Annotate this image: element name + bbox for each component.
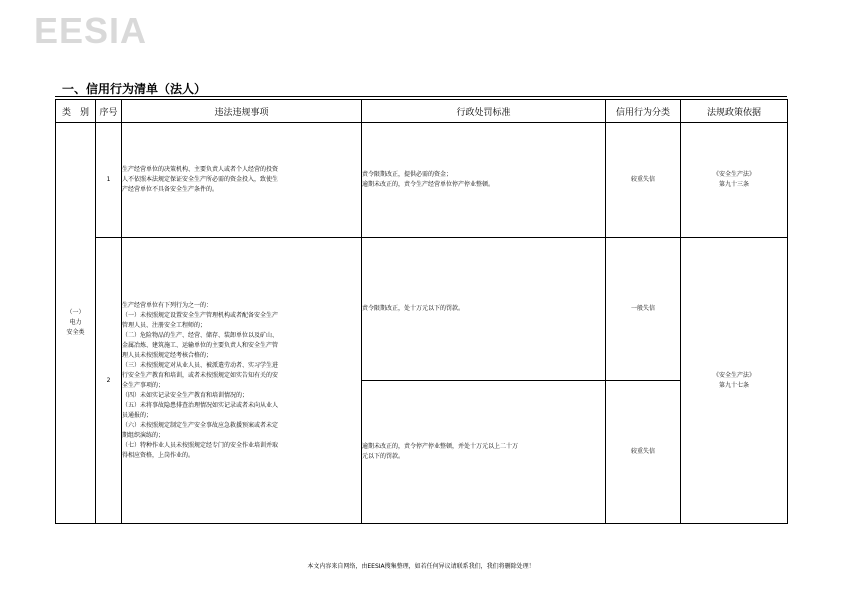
classification-cell: 较重失信 <box>606 123 681 238</box>
violation-line: 理人员未按照规定经考核合格的； <box>122 351 213 359</box>
penalty-line: 责令限期改正，处十万元以下的罚款。 <box>362 305 465 312</box>
classification-cell: 较重失信 <box>606 381 681 524</box>
penalty-line: 责令限期改正，提供必需的资金； <box>362 171 453 178</box>
violation-line: 得相应资格，上岗作业的。 <box>122 451 195 459</box>
eesia-logo: EESIA <box>34 10 148 51</box>
violation-line: 生产经营单位有下列行为之一的： <box>122 301 213 309</box>
table-row <box>56 123 788 238</box>
violation-line: （二）危险物品的生产、经营、储存、装卸单位以及矿山、 <box>122 331 279 339</box>
penalty-cell <box>362 381 606 524</box>
row-number: 2 <box>96 238 122 524</box>
basis-line: 《安全生产法》 <box>712 371 755 379</box>
basis-line: 《安全生产法》 <box>712 171 755 178</box>
credit-behavior-table <box>55 99 788 524</box>
category-line: 安全类 <box>66 329 85 336</box>
category-cell <box>56 123 96 524</box>
header-violation: 违法违规事项 <box>122 100 362 123</box>
violation-line: （三）未按照规定对从业人员、被派遣劳动者、实习学生进 <box>122 361 279 369</box>
header-penalty: 行政处罚标准 <box>362 100 606 123</box>
row-number: 1 <box>96 123 122 238</box>
header-classification: 信用行为分类 <box>606 100 681 123</box>
violation-line: 产经营单位不具备安全生产条件的。 <box>122 186 219 193</box>
violation-line: （七）特种作业人员未按照规定经专门的安全作业培训并取 <box>122 441 279 449</box>
violation-line: 行安全生产教育和培训，或者未按照规定如实告知有关的安 <box>122 371 279 379</box>
violation-cell <box>122 123 362 238</box>
basis-cell <box>681 238 788 524</box>
basis-line: 第九十七条 <box>718 381 749 389</box>
footer-disclaimer: 本文内容来自网络，由EESIA搜集整理，如若任何异议请联系我们，我们将删除处理！ <box>307 563 535 570</box>
violation-line: 人不依照本法规定保证安全生产所必需的资金投入，致使生 <box>122 176 279 183</box>
header-number: 序号 <box>96 100 122 123</box>
violation-line: 员通报的； <box>122 411 153 419</box>
section-heading: 一、信用行为清单（法人） <box>62 82 207 96</box>
violation-line: 全生产事项的； <box>122 381 165 389</box>
heading-divider <box>55 96 787 97</box>
category-line: 电力 <box>69 319 82 326</box>
violation-line: （一）未按照规定设置安全生产管理机构或者配备安全生产 <box>122 311 279 319</box>
header-basis: 法规政策依据 <box>681 100 788 123</box>
header-category: 类 别 <box>56 100 96 123</box>
violation-cell <box>122 238 362 524</box>
table-row <box>56 238 788 381</box>
classification-cell: 一般失信 <box>606 238 681 381</box>
violation-line: （四）未如实记录安全生产教育和培训情况的； <box>122 391 249 399</box>
basis-cell <box>681 123 788 238</box>
penalty-line: 元以下的罚款。 <box>362 453 405 460</box>
category-line: （一） <box>66 309 85 316</box>
violation-line: 金属冶炼、建筑施工、运输单位的主要负责人和安全生产管 <box>122 341 279 349</box>
table-header-row <box>56 100 788 123</box>
violation-line: 生产经营单位的决策机构、主要负责人或者个人经营的投资 <box>122 166 279 173</box>
penalty-line: 逾期未改正的，责令生产经营单位停产停业整顿。 <box>362 181 495 188</box>
violation-line: （五）未将事故隐患排查治理情况如实记录或者未向从业人 <box>122 401 279 409</box>
penalty-cell <box>362 238 606 381</box>
penalty-line: 逾期未改正的，责令停产停业整顿，并处十万元以上二十万 <box>362 443 519 450</box>
penalty-cell <box>362 123 606 238</box>
violation-line: 管理人员、注册安全工程师的； <box>122 321 207 329</box>
violation-line: （六）未按照规定制定生产安全事故应急救援预案或者未定 <box>122 421 279 429</box>
basis-line: 第九十三条 <box>718 181 749 188</box>
violation-line: 期组织演练的； <box>122 431 165 439</box>
